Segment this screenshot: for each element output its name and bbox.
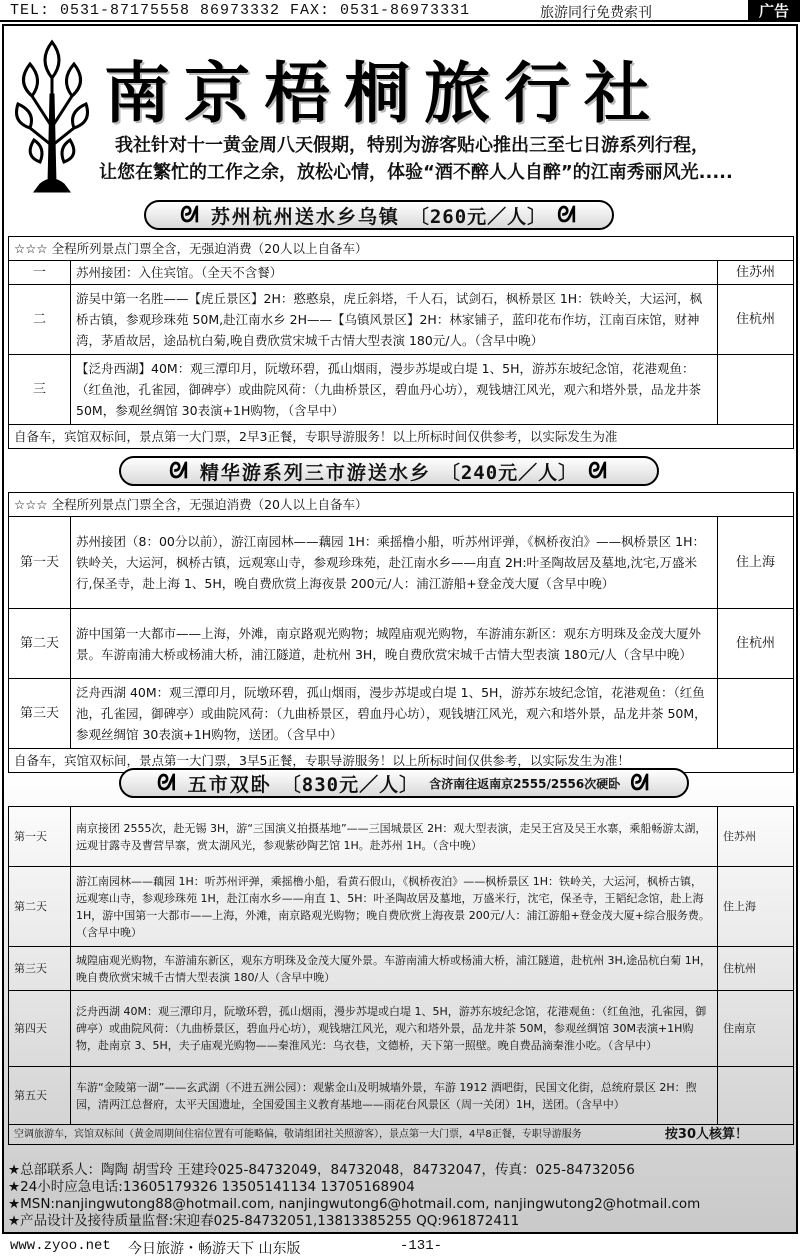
table-row [9, 947, 794, 991]
agency-name: 南京梧桐旅行社 [104, 54, 664, 132]
table-row [9, 867, 794, 947]
free-catalog-slogan: 旅游同行免费索刊 [540, 5, 652, 21]
route1-title: 苏州杭州送水乡乌镇 [210, 205, 400, 228]
route1-note: 自备车，宾馆双标间，景点第一大门票，2早3正餐，专职导游服务！以上所标时间仅供参考，以实际发生为准 [9, 425, 794, 449]
ad-badge: 广告 [748, 0, 800, 22]
route3-price: 〔830元／人〕 [281, 773, 420, 796]
day-description: 【泛舟西湖】40M：观三潭印月，阮墩环碧，孤山烟雨，漫步苏堤或白堤 1、5H，游苏东坡纪念馆，花港观鱼：（红鱼池，孔雀园，御碑亭）或曲院风荷：（九曲桥景区，碧血丹心坊），观钱塘江风光，观六和塔外景，品龙井茶 50M，参观丝绸馆 30表演+1H购物，（含早中） [71, 355, 718, 425]
route3-itinerary-table [8, 806, 794, 1145]
route3-note: 空调旅游车，宾馆双标间（黄金周期间住宿位置有可能略偏，敬请组团社关照游客），景点第一大门票，4早8正餐，专职导游服务 [14, 1129, 582, 1140]
table-row [9, 1125, 794, 1145]
route1-itinerary-table [8, 236, 794, 449]
stay-city: 住苏州 [718, 807, 794, 867]
day-label: 第一天 [9, 807, 71, 867]
route2-banner [119, 456, 659, 486]
day-label: 第二天 [9, 867, 71, 947]
day-description: 泛舟西湖 40M：观三潭印月，阮墩环碧，孤山烟雨，漫步苏堤或白堤 1、5H，游苏东坡纪念馆，花港观鱼：（红鱼池，孔雀园，御碑亭）或曲院风荷：（九曲桥景区，碧血丹心坊），观钱塘江风光，观六和塔外景，品龙井茶 50M，参观丝绸馆 30M表演+1H购物，赴南京 3、5H，夫子庙观光购物——秦淮风光：乌衣巷，文德桥，天下第一照壁。晚自费品滴秦淮小吃。（含早中） [71, 991, 718, 1067]
table-row [9, 1067, 794, 1125]
route2-note: 自备车，宾馆双标间，景点第一大门票，3早5正餐，专职导游服务！以上所标时间仅供参考，以实际发生为准！ [9, 749, 794, 773]
route1-intro: ☆☆☆ 全程所列景点门票全含，无强迫消费（20人以上自备车） [9, 237, 794, 261]
route1-banner [144, 200, 614, 230]
route3-train-note: 含济南往返南京2555/2556次硬卧 [429, 776, 621, 791]
day-label: 第二天 [9, 609, 71, 679]
day-description: 车游“金陵第一湖”——玄武湖（不进五洲公园）：观紫金山及明城墙外景，车游 1912 酒吧街，民国文化街，总统府景区 2H：煦园，清两江总督府，太平天国遗址，全国爱国主义教育基地——雨花台风景区（周一关闭）1H，送团。（含早中） [71, 1067, 718, 1125]
route2-itinerary-table [8, 492, 794, 773]
promo-intro [99, 132, 789, 186]
stay-city: 住南京 [718, 991, 794, 1067]
stay-city: 住杭州 [718, 285, 794, 355]
tree-logo-icon [10, 34, 94, 194]
day-label: 第四天 [9, 991, 71, 1067]
table-row [9, 355, 794, 425]
group-size-note: 按30人核算！ [664, 1127, 748, 1142]
day-description: 南京接团 2555次，赴无锡 3H，游“三国演义拍摄基地”——三国城景区 2H：观大型表演，走吴王宫及吴王水寨，乘船畅游太湖，远观甘露寺及曹营旱寨，赏太湖风光，参观紫砂陶艺馆 1H。赴苏州 1H。（含中晚） [71, 807, 718, 867]
page-footer-bar [0, 1236, 800, 1257]
swirl-icon: ᘛ [169, 458, 190, 484]
route2-intro: ☆☆☆ 全程所列景点门票全含，无强迫消费（20人以上自备车） [9, 493, 794, 517]
day-description: 城隍庙观光购物，车游浦东新区，观东方明珠及金茂大厦外景。车游南浦大桥或杨浦大桥，浦江隧道，赴杭州 3H,途品杭白菊 1H，晚自费欣赏宋城千古情大型表演 180/人（含早中晚） [71, 947, 718, 991]
table-row [9, 679, 794, 749]
swirl-icon: ᘛ [630, 770, 651, 796]
intro-line-2: 让您在繁忙的工作之余，放松心情，体验“酒不醉人人自醉”的江南秀丽风光..... [99, 162, 733, 183]
table-row [9, 237, 794, 261]
day-description: 游江南园林——藕园 1H：听苏州评弹，乘摇橹小船，看黄石假山，《枫桥夜泊》——枫桥景区 1H：铁岭关，大运河，枫桥古镇，远观寒山寺，参观珍珠苑 1H，赴江南水乡——甪直 1、5H：叶圣陶故居及墓地，万盛米行，沈宅，保圣寺，王韬纪念馆，赴上海 1H，游中国第一大都市——上海，外滩，南京路观光购物；晚自费欣赏上海夜景 200元/人：浦江游船+登金茂大厦+综合服务费。（含早中晚） [71, 867, 718, 947]
table-row [9, 991, 794, 1067]
intro-line-1: 我社针对十一黄金周八天假期，特别为游客贴心推出三至七日游系列行程， [115, 135, 709, 156]
stay-city: 住上海 [718, 867, 794, 947]
top-contact-bar [0, 0, 800, 22]
contact-info [8, 1162, 794, 1230]
route2-price: 〔240元／人〕 [440, 461, 579, 484]
day-description: 苏州接团：入住宾馆。（全天不含餐） [71, 261, 718, 285]
route3-banner [119, 768, 689, 798]
swirl-icon: ᘛ [180, 202, 201, 228]
table-row [9, 493, 794, 517]
stay-city [718, 1067, 794, 1125]
website-url: www.zyoo.net [10, 1238, 111, 1254]
day-label: 二 [9, 285, 71, 355]
page-number: -131- [400, 1238, 443, 1254]
swirl-icon: ᘛ [157, 770, 178, 796]
stay-city: 住苏州 [718, 261, 794, 285]
route2-title: 精华游系列三市游送水乡 [199, 461, 431, 484]
table-row [9, 261, 794, 285]
swirl-icon: ᘛ [557, 202, 578, 228]
day-description: 泛舟西湖 40M：观三潭印月，阮墩环碧，孤山烟雨，漫步苏堤或白堤 1、5H，游苏东坡纪念馆，花港观鱼：（红鱼池，孔雀园，御碑亭）或曲院风荷：（九曲桥景区，碧血丹心坊），观钱塘江风光，观六和塔外景，品龙井茶 50M，参观丝绸馆 30表演+1H购物，送团。（含早中） [71, 679, 718, 749]
stay-city [718, 679, 794, 749]
contact-line: ★产品设计及接待质量监督:宋迎春025-84732051,13813385255 QQ:961872411 [8, 1213, 520, 1229]
day-description: 苏州接团（8：00分以前），游江南园林——藕园 1H：乘摇橹小船，听苏州评弹，《枫桥夜泊》——枫桥景区 1H：铁岭关，大运河，枫桥古镇，远观寒山寺，参观珍珠苑，赴江南水乡——甪直 2H:叶圣陶故居及墓地,沈宅,万盛米行,保圣寺，赴上海 1、5H，晚自费欣赏上海夜景 200元/人：浦江游船+登金茂大厦（含早中晚） [71, 517, 718, 609]
day-label: 第三天 [9, 947, 71, 991]
advertisement-page [2, 24, 798, 1234]
phone-fax-line: TEL: 0531-87175558 86973332 FAX: 0531-86973331 [10, 2, 471, 19]
table-row [9, 285, 794, 355]
day-label: 第一天 [9, 517, 71, 609]
day-description: 游中国第一大都市——上海，外滩，南京路观光购物；城隍庙观光购物，车游浦东新区：观东方明珠及金茂大厦外景。车游南浦大桥或杨浦大桥，浦江隧道，赴杭州 3H，晚自费欣赏宋城千古情大型表演 180元/人（含早中晚） [71, 609, 718, 679]
magazine-tagline: 今日旅游・畅游天下 山东版 [128, 1241, 301, 1257]
stay-city: 住杭州 [718, 947, 794, 991]
route3-note-cell [9, 1125, 794, 1145]
contact-line: ★总部联系人：陶陶 胡雪玲 王建玲025-84732049，84732048，84732047，传真：025-84732056 [8, 1162, 635, 1178]
route1-price: 〔260元／人〕 [409, 205, 548, 228]
day-label: 三 [9, 355, 71, 425]
route3-title: 五市双卧 [187, 773, 272, 796]
stay-city [718, 355, 794, 425]
swirl-icon: ᘛ [588, 458, 609, 484]
table-row [9, 807, 794, 867]
contact-line: ★24小时应急电话:13605179326 13505141134 13705168904 [8, 1179, 415, 1195]
table-row [9, 609, 794, 679]
stay-city: 住上海 [718, 517, 794, 609]
stay-city: 住杭州 [718, 609, 794, 679]
contact-line: ★MSN:nanjingwutong88@hotmail.com, nanjingwutong6@hotmail.com, nanjingwutong2@hotmail.com [8, 1196, 701, 1212]
table-row [9, 517, 794, 609]
table-row [9, 425, 794, 449]
day-description: 游吴中第一名胜——【虎丘景区】2H：憨憨泉，虎丘斜塔，千人石，试剑石，枫桥景区 1H：铁岭关，大运河，枫桥古镇，参观珍珠苑 50M,赴江南水乡 2H——【乌镇风景区】2H：林家铺子，蓝印花布作坊，江南百床馆，财神湾，茅盾故居，途品杭白菊,晚自费欣赏宋城千古情大型表演 180元/人。（含早中晚） [71, 285, 718, 355]
day-label: 第三天 [9, 679, 71, 749]
day-label: 第五天 [9, 1067, 71, 1125]
day-label: 一 [9, 261, 71, 285]
